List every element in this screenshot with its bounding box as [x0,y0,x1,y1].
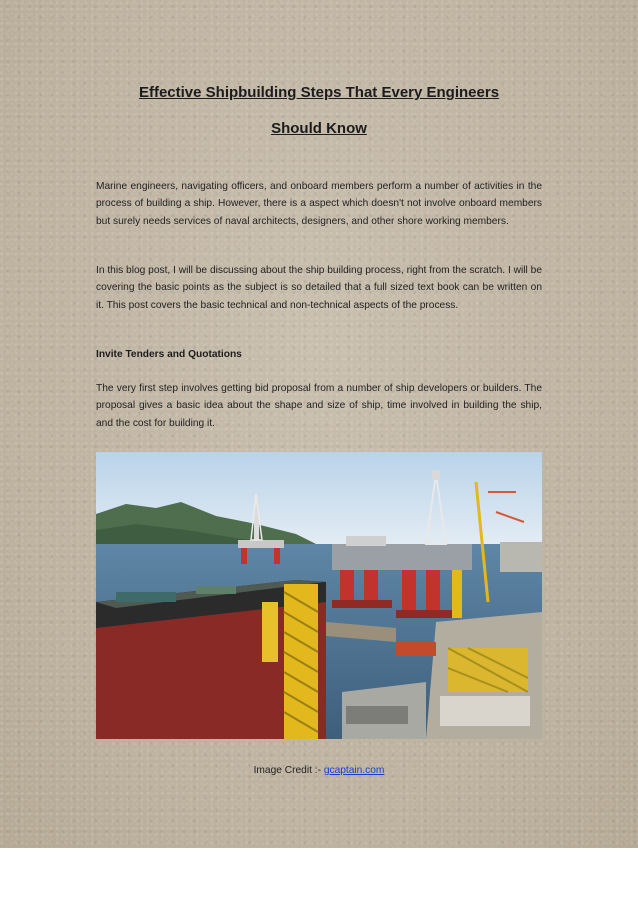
blog-intro-paragraph: In this blog post, I will be discussing about the ship building process, right from the scratch. I will be covering the basic points as the subject is so detailed that a full sized text book can be written on it. This post covers the basic technical and non-technical aspects of the process. [96,265,542,311]
document-title-line-1: Effective Shipbuilding Steps That Every Engineers [138,84,500,101]
document-title-line-2: Should Know [271,120,367,137]
image-credit-link[interactable]: gcaptain.com [323,765,385,776]
tenders-paragraph: The very first step involves getting bid proposal from a number of ship developers or builders. The proposal gives a basic idea about the shape and size of ship, time involved in building the ship, and the cost for building it. [96,383,542,429]
image-credit-label: Image Credit :- [253,765,321,776]
shipyard-photo [96,452,542,739]
section-heading: Invite Tenders and Quotations [96,349,242,360]
image-credit [96,763,542,779]
intro-paragraph: Marine engineers, navigating officers, and onboard members perform a number of activities in the process of building a ship. However, there is a aspect which doesn't not involve onboard members but surely needs services of naval architects, designers, and other shore working members. [96,181,542,227]
